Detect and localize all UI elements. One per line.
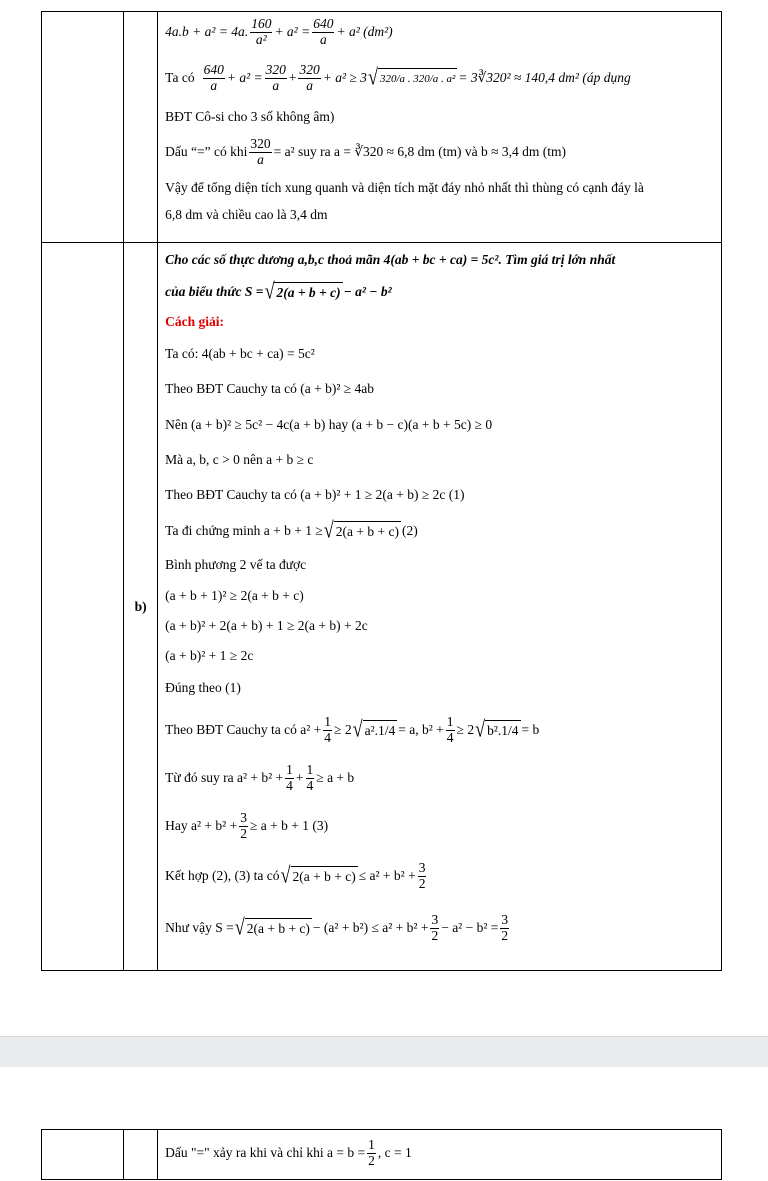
- step: Mà a, b, c > 0 nên a + b ≥ c: [165, 452, 314, 467]
- step: Từ đó suy ra a² + b² + $\frac{1}{4}$ + $\frac{1}{4}$ ≥ a + b: [165, 761, 355, 793]
- step: Bình phương 2 vế ta được: [165, 557, 307, 572]
- empty-cell: [42, 243, 124, 971]
- fraction: $\frac{160}{\text{a²}}$: [251, 15, 272, 47]
- step: Ta đi chứng minh a + b + 1 ≥ √ 2(a + b + c) (2): [165, 517, 418, 543]
- text-line: BĐT Cô-si cho 3 số không âm): [165, 109, 335, 124]
- step: Theo BĐT Cauchy ta có a² + $\frac{1}{4}$ ≥ 2 √ a².1/4 = a, b² + $\frac{1}{4}$ ≥ 2 √ b².1/4 = b: [165, 713, 540, 745]
- step: Theo BĐT Cauchy ta có (a + b)² + 1 ≥ 2(a + b) ≥ 2c (1): [165, 487, 465, 502]
- equality-cell: [158, 1130, 722, 1180]
- step: Hay a² + b² + $\frac{3}{2}$ ≥ a + b + 1 (3): [165, 809, 329, 841]
- cube-root: √ 320/a . 320/a . a²: [367, 64, 456, 90]
- text-line: 6,8 dm và chiều cao là 3,4 dm: [165, 207, 328, 222]
- step: Đúng theo (1): [165, 680, 241, 695]
- part-a-cell: [158, 12, 722, 243]
- solution-table-continued: [41, 1129, 722, 1180]
- equality-condition: Dấu “=” có khi $\frac{320}{a}$ = a² suy ra a = ∛320 ≈ 6,8 dm (tm) và b ≈ 3,4 dm (tm): [165, 135, 567, 167]
- page-separator: [0, 1036, 768, 1068]
- part-label: b): [134, 598, 147, 614]
- step: (a + b)² + 1 ≥ 2c: [165, 648, 254, 663]
- cauchy-inequality-line: Ta có $\frac{640}{a}$ + a² = $\frac{320}{a}$ + $\frac{320}{a}$ + a² ≥ 3 √ 320/a . 320/a . a² = 3∛320² ≈ 140,4 dm² (áp dụng: [165, 61, 631, 93]
- empty-cell: [124, 12, 158, 243]
- empty-cell: [42, 12, 124, 243]
- document-page-2: [0, 1067, 768, 1181]
- step: Nên (a + b)² ≥ 5c² − 4c(a + b) hay (a + b − c)(a + b + 5c) ≥ 0: [165, 417, 493, 432]
- text-line: Vậy để tổng diện tích xung quanh và diện tích mặt đáy nhỏ nhất thì thùng có cạnh đáy là: [165, 180, 644, 195]
- equality-statement: Dấu "=" xảy ra khi và chỉ khi a = b = $\frac{1}{2}$ , c = 1: [165, 1136, 412, 1168]
- step: Theo BĐT Cauchy ta có (a + b)² ≥ 4ab: [165, 381, 375, 396]
- empty-cell: [42, 1130, 124, 1180]
- area-equation: 4a.b + a² = 4a. $\frac{160}{\text{a²}}$ + a² = $\frac{640}{a}$ + a² (dm²): [165, 15, 393, 47]
- step: (a + b + 1)² ≥ 2(a + b + c): [165, 588, 304, 603]
- step: (a + b)² + 2(a + b) + 1 ≥ 2(a + b) + 2c: [165, 618, 368, 633]
- problem-statement: Cho các số thực dương a,b,c thoả mãn 4(ab + bc + ca) = 5c². Tìm giá trị lớn nhất: [165, 252, 616, 267]
- solution-table: [41, 11, 722, 971]
- part-label-cell: [124, 243, 158, 971]
- step: Kết hợp (2), (3) ta có √ 2(a + b + c) ≤ a² + b² + $\frac{3}{2}$: [165, 859, 426, 891]
- problem-statement: của biểu thức S = √ 2(a + b + c) − a² − b²: [165, 278, 392, 304]
- step: Như vậy S = √ 2(a + b + c) − (a² + b²) ≤ a² + b² + $\frac{3}{2}$ − a² − b² = $\frac{3}{2}$: [165, 911, 509, 943]
- part-b-cell: [158, 243, 722, 971]
- solution-heading: Cách giải:: [165, 314, 225, 329]
- step: Ta có: 4(ab + bc + ca) = 5c²: [165, 346, 315, 361]
- fraction: $\frac{640}{a}$: [313, 15, 334, 47]
- empty-cell: [124, 1130, 158, 1180]
